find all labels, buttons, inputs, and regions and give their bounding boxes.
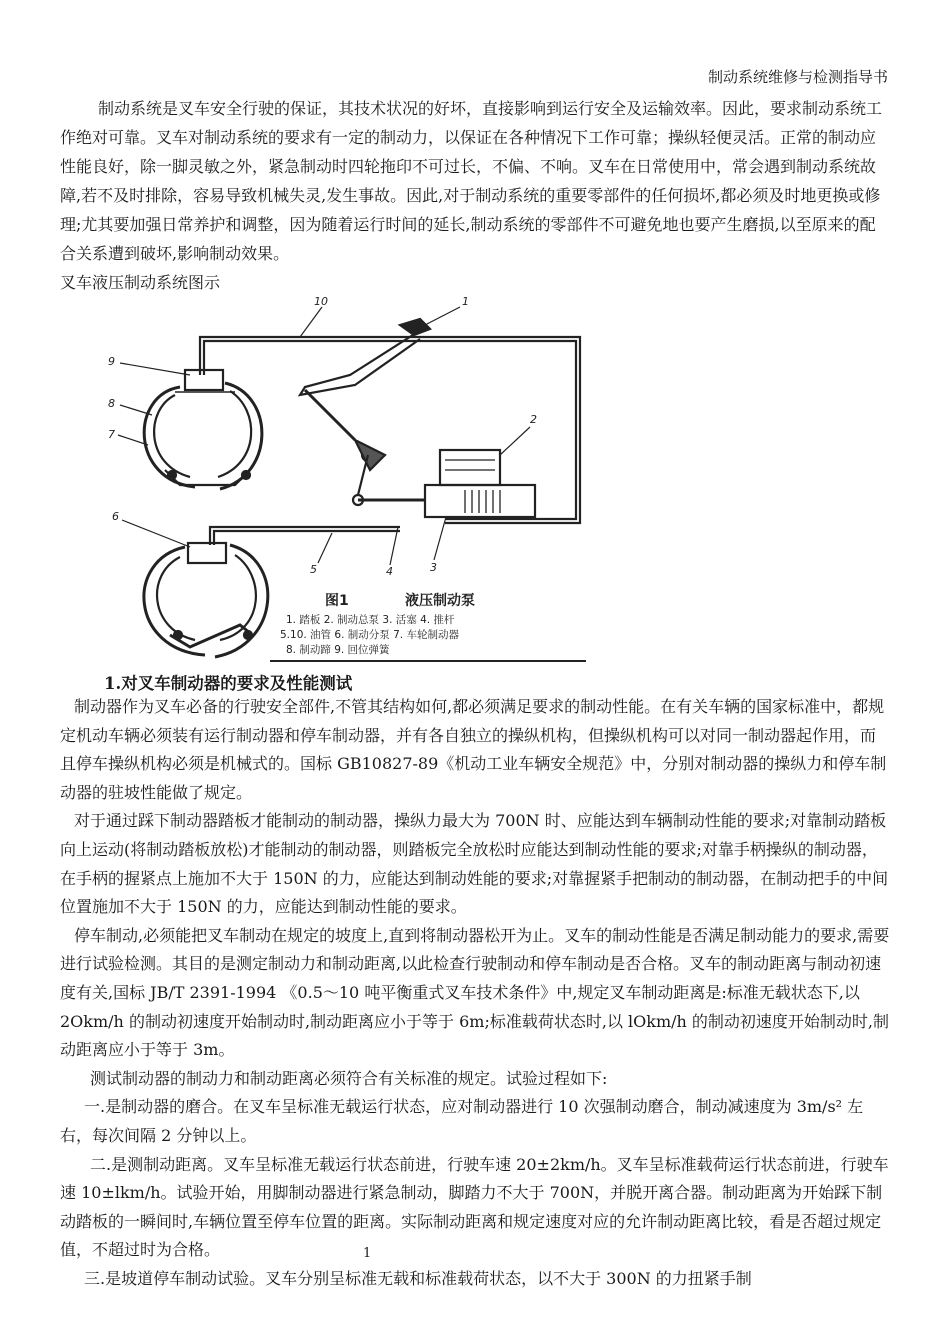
page-number: 1 — [363, 1246, 372, 1261]
intro-paragraph: 制动系统是叉车安全行驶的保证，其技术状况的好坏，直接影响到运行安全及运输效率。因此，要求制动系统工作绝对可靠。叉车对制动系统的要求有一定的制动力，以保证在各种情况下工作可靠；操纵轻便灵活。正常的制动应性能良好，除一脚灵敏之外，紧急制动时四轮拖印不可过长，不偏、不响。叉车在日常使用中，常会遇到制动系统故障,若不及时排除，容易导致机械失灵,发生事故。因此,对于制动系统的重要零部件的任何损坏,都必须及时地更换或修理;尤其要加强日常养护和调整，因为随着运行时间的延长,制动系统的零部件不可避免地也要产生磨损,以至原来的配合关系遭到破坏,影响制动效果。 — [60, 99, 883, 263]
body-paragraph: 测试制动器的制动力和制动距离必须符合有关标准的规定。试验过程如下: — [90, 1068, 608, 1088]
figure-legend-line-1: 1. 踏板 2. 制动总泵 3. 活塞 4. 推杆 — [286, 614, 455, 626]
callout-3: 3 — [430, 561, 437, 574]
body-paragraph: 对于通过踩下制动器踏板才能制动的制动器，操纵力最大为 700N 时、应能达到车辆制动性能的要求;对靠制动踏板向上运动(将制动踏板放松)才能制动的制动器，则踏板完全放松时应能达到制动性能的要求;对靠手柄操纵的制动器，在手柄的握紧点上施加不大于 150N 的力，应能达到制动姓能的要求;对靠握紧手把制动的制动器，在制动把手的中间位置施加不大于 150N 的力，应能达到制动性能的要求。 — [60, 811, 889, 917]
callout-8: 8 — [108, 397, 115, 410]
figure-caption: 叉车液压制动系统图示 — [60, 273, 221, 292]
callout-7: 7 — [108, 428, 115, 441]
callout-6: 6 — [112, 510, 119, 523]
page-header: 制动系统维修与检测指导书 — [707, 68, 888, 86]
callout-5: 5 — [310, 563, 317, 576]
section-heading: 1.对叉车制动器的要求及性能测试 — [104, 674, 353, 693]
callout-2: 2 — [530, 413, 537, 426]
body-paragraph: 制动器作为叉车必备的行驶安全部件,不管其结构如何,都必须满足要求的制动性能。在有关车辆的国家标准中，都规定机动车辆必须装有运行制动器和停车制动器，并有各自独立的操纵机构，但操纵机构可以对同一制动器起作用，而且停车操纵机构必须是机械式的。国标 GB10827-89《机动工业车辆安全规范》中，分别对制动器的操纵力和停车制动器的驻坡性能做了规定。 — [60, 697, 887, 802]
hydraulic-brake-figure — [100, 295, 588, 665]
callout-9: 9 — [108, 355, 115, 368]
body-paragraph: 三.是坡道停车制动试验。叉车分别呈标准无载和标准载荷状态，以不大于 300N 的力扭紧手制 — [84, 1268, 752, 1288]
body-paragraph: 一.是制动器的磨合。在叉车呈标准无载运行状态，应对制动器进行 10 次强制动磨合，制动减速度为 3m/s² 左右，每次间隔 2 分钟以上。 — [60, 1097, 864, 1145]
brake-diagram — [100, 295, 588, 665]
body-paragraph: 二.是测制动距离。叉车呈标准无载运行状态前进，行驶车速 20±2km/h。叉车呈标准载荷运行状态前进，行驶车速 10±lkm/h。试验开始，用脚制动器进行紧急制动，脚踏力不大于 700N，并脱开离合器。制动距离为开始踩下制动踏板的一瞬间时,车辆位置至停车位置的距离。实际制动距离和规定速度对应的允许制动距离比较，看是否超过规定值，不超过时为合格。 — [60, 1154, 889, 1260]
figure-title: 图1 — [325, 593, 349, 609]
figure-legend-line-3: 8. 制动蹄 9. 回位弹簧 — [286, 644, 390, 656]
callout-10: 10 — [314, 295, 328, 308]
callout-4: 4 — [386, 565, 393, 578]
callout-1: 1 — [462, 295, 469, 308]
body-paragraph: 停车制动,必须能把叉车制动在规定的坡度上,直到将制动器松开为止。叉车的制动性能是否满足制动能力的要求,需要进行试验检测。其目的是测定制动力和制动距离,以此检查行驶制动和停车制动是否合格。叉车的制动距离与制动初速度有关,国标 JB/T 2391-1994 《0.5～10 吨平衡重式叉车技术条件》中,规定叉车制动距离是:标准无载状态下,以 2Okm/h 的制动初速度开始制动时,制动距离应小于等于 6m;标准载荷状态时,以 lOkm/h 的制动初速度开始制动时,制动距离应小于等于 3m。 — [60, 925, 890, 1060]
figure-legend-line-2: 5.10. 油管 6. 制动分泵 7. 车轮制动器 — [280, 629, 459, 641]
section-body — [60, 693, 890, 1293]
figure-subtitle: 液压制动泵 — [405, 593, 475, 609]
